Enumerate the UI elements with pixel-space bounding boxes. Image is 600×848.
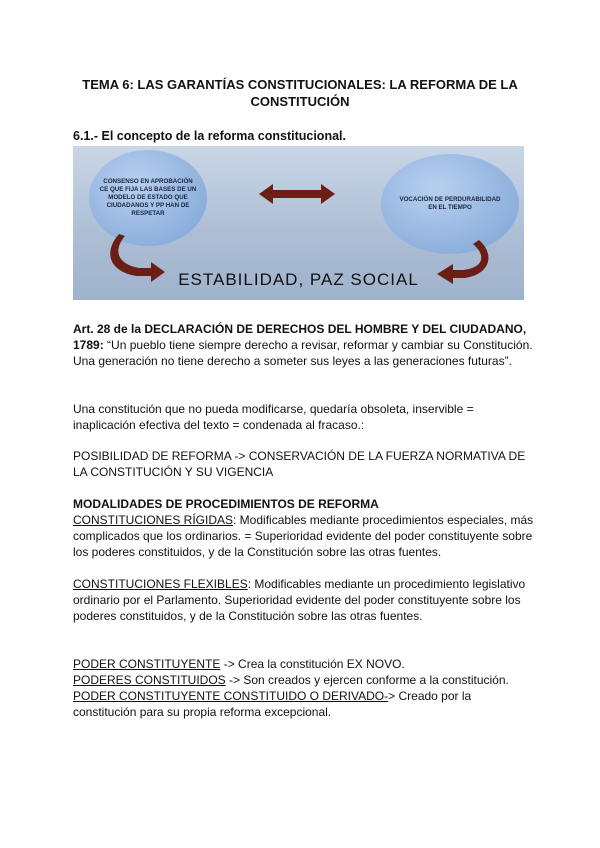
reform-diagram: [73, 146, 524, 300]
article-quote: “Un pueblo tiene siempre derecho a revisar, reformar y cambiar su Constitución. Una generación no tiene derecho a someter sus leyes a las generaciones futuras”.: [73, 338, 533, 368]
possibility-paragraph: POSIBILIDAD DE REFORMA -> CONSERVACIÓN DE LA FUERZA NORMATIVA DE LA CONSTITUCIÓN Y SU VIGENCIA: [73, 449, 526, 479]
section-heading: 6.1.- El concepto de la reforma constitucional.: [73, 129, 346, 143]
power-derived-label: PODER CONSTITUYENTE CONSTITUIDO O DERIVADO-: [73, 689, 389, 703]
power-constituent-label: PODER CONSTITUYENTE: [73, 657, 221, 671]
power-constituent-text: -> Crea la constitución EX NOVO.: [220, 657, 405, 671]
rigid-paragraph: [73, 512, 535, 560]
article-bold-text: Art. 28 de la DECLARACIÓN DE DERECHOS DEL HOMBRE Y DEL CIUDADANO, 1789:: [73, 322, 527, 352]
page-title: TEMA 6: LAS GARANTÍAS CONSTITUCIONALES: LA REFORMA DE LA CONSTITUCIÓN: [82, 77, 518, 109]
power-derived: [73, 688, 535, 720]
article-paragraph: [73, 321, 535, 369]
flexible-label: CONSTITUCIONES FLEXIBLES: [73, 577, 248, 591]
obsolete-paragraph: Una constitución que no pueda modificarse, quedaría obsoleta, inservible = inaplicación efectiva del texto = condenada al fracaso.:: [73, 402, 474, 432]
double-arrow-icon: [259, 184, 335, 204]
power-derived-text: > Creado por la constitución para su propia reforma excepcional.: [73, 689, 472, 719]
rigid-text: : Modificables mediante procedimientos especiales, más complicados que los ordinarios. = Superioridad evidente del poder constituyente sobre los poderes constituidos, y de la Constitución sobre las otras fuentes.: [73, 513, 534, 559]
rigid-label: CONSTITUCIONES RÍGIDAS: [73, 513, 234, 527]
durability-oval-text: VOCACIÓN DE PERDURABILIDAD EN EL TIEMPO: [399, 196, 501, 211]
powers-constituted-label: PODERES CONSTITUIDOS: [73, 673, 226, 687]
power-constituent: [73, 656, 535, 672]
powers-constituted: [73, 672, 535, 688]
flexible-paragraph: [73, 576, 535, 624]
stability-caption: ESTABILIDAD, PAZ SOCIAL: [178, 270, 419, 289]
modalities-heading: MODALIDADES DE PROCEDIMIENTOS DE REFORMA: [73, 497, 379, 511]
flexible-text: : Modificables mediante un procedimiento legislativo ordinario por el Parlamento. Superioridad evidente del poder constituyente sobre los poderes constituidos, y de la Constitución sobre las otras fuentes.: [73, 577, 526, 623]
powers-constituted-text: -> Son creados y ejercen conforme a la constitución.: [225, 673, 509, 687]
consensus-oval-text: CONSENSO EN APROBACIÓN CE QUE FIJA LAS BASES DE UN MODELO DE ESTADO QUE CIUDADANOS Y PP HAN DE RESPETAR: [99, 178, 197, 217]
